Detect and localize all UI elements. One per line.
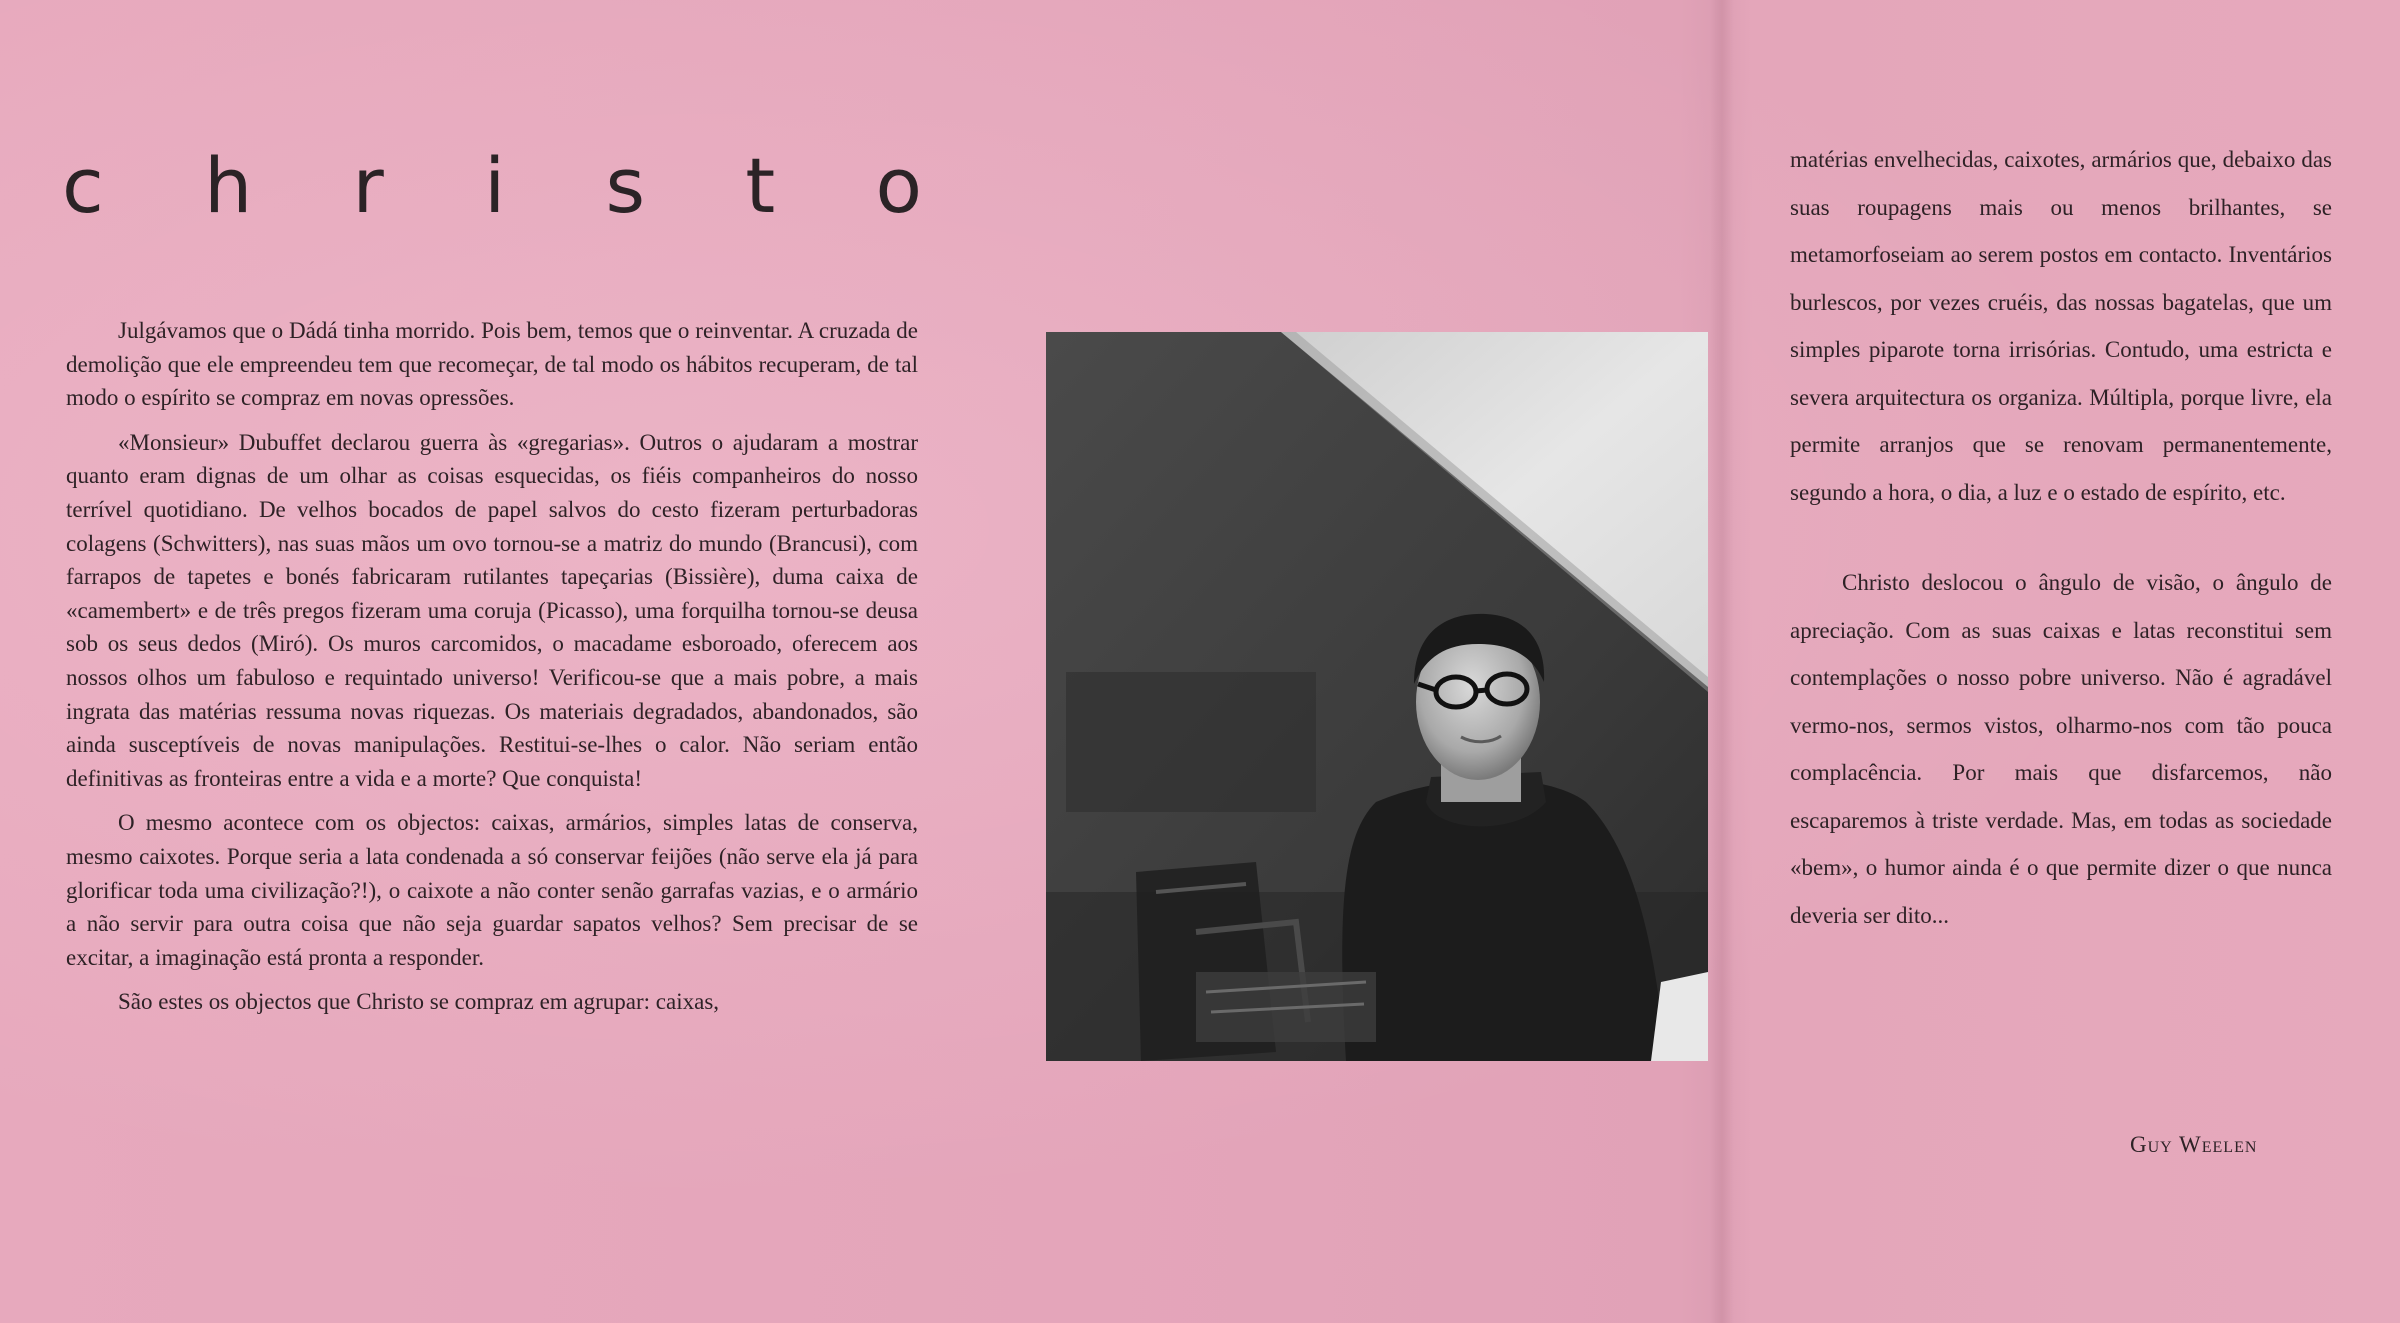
paragraph: «Monsieur» Dubuffet declarou guerra às «gregarias». Outros o ajudaram a mostrar quanto eram dignas de um olhar as coisas esquecidas, os fiéis companheiros do nosso terrível quotidiano. De velhos bocados de papel salvos do cesto fizeram perturbadoras colagens (Schwitters), nas suas mãos um ovo tornou-se a matriz do mundo (Brancusi), com farrapos de tapetes e bonés fabricaram rutilantes tapeçarias (Bissière), duma caixa de «camembert» e de três pregos fizeram uma coruja (Picasso), uma forquilha tornou-se deusa sob os seus dedos (Miró). Os muros carcomidos, o macadame esboroado, oferecem aos nossos olhos um fabuloso e requintado universo! Verificou-se que a mais pobre, a mais ingrata das matérias ressuma novas riquezas. Os materiais degradados, abandonados, são ainda susceptíveis de novas manipulações. Restitui-se-lhes o calor. Não seriam então definitivas as fronteiras entre a vida e a morte? Que conquista! — [66, 429, 918, 791]
page-fold — [1710, 0, 1734, 1323]
title-letter: t — [745, 141, 776, 230]
right-text-column — [1790, 136, 2332, 939]
title-letter: s — [605, 141, 646, 230]
title-letter: c — [62, 141, 104, 230]
title-letter: o — [875, 141, 922, 230]
paragraph: São estes os objectos que Christo se compraz em agrupar: caixas, — [118, 989, 720, 1015]
author-signature: Guy Weelen — [2130, 1132, 2258, 1157]
artist-portrait-photo — [1046, 332, 1708, 1061]
left-text-column — [66, 314, 918, 1019]
title-letter: i — [484, 141, 506, 230]
portrait-image — [1046, 332, 1708, 1061]
title-letter: h — [204, 141, 253, 230]
title-letter: r — [352, 141, 384, 230]
page-title — [62, 141, 922, 230]
paragraph: O mesmo acontece com os objectos: caixas, armários, simples latas de conserva, mesmo caixotes. Porque seria a lata condenada a só conservar feijões (não serve ela já para glorificar toda uma civilização?!), o caixote a não conter senão garrafas vazias, e o armário a não servir para outra coisa que não seja guardar sapatos velhos? Sem precisar de se excitar, a imaginação está pronta a responder. — [66, 810, 918, 970]
paragraph: Julgávamos que o Dádá tinha morrido. Pois bem, temos que o reinventar. A cruzada de demolição que ele empreendeu tem que recomeçar, de tal modo os hábitos recuperam, de tal modo o espírito se compraz em novas opressões. — [66, 318, 918, 411]
paragraph: Christo deslocou o ângulo de visão, o ângulo de apreciação. Com as suas caixas e latas reconstitui sem contemplações o nosso pobre universo. Não é agradável vermo-nos, sermos vistos, olharmo-nos com tão pouca complacência. Por mais que disfarcemos, não escaparemos à triste verdade. Mas, em todas as sociedade «bem», o humor ainda é o que permite dizer o que nunca deveria ser dito... — [1790, 570, 2332, 928]
paragraph: matérias envelhecidas, caixotes, armários que, debaixo das suas roupagens mais ou menos brilhantes, se metamorfoseiam ao serem postos em contacto. Inventários burlescos, por vezes cruéis, das nossas bagatelas, que um simples piparote torna irrisórias. Contudo, uma estricta e severa arquitectura os organiza. Múltipla, porque livre, ela permite arranjos que se renovam permanentemente, segundo a hora, o dia, a luz e o estado de espírito, etc. — [1790, 147, 2332, 505]
